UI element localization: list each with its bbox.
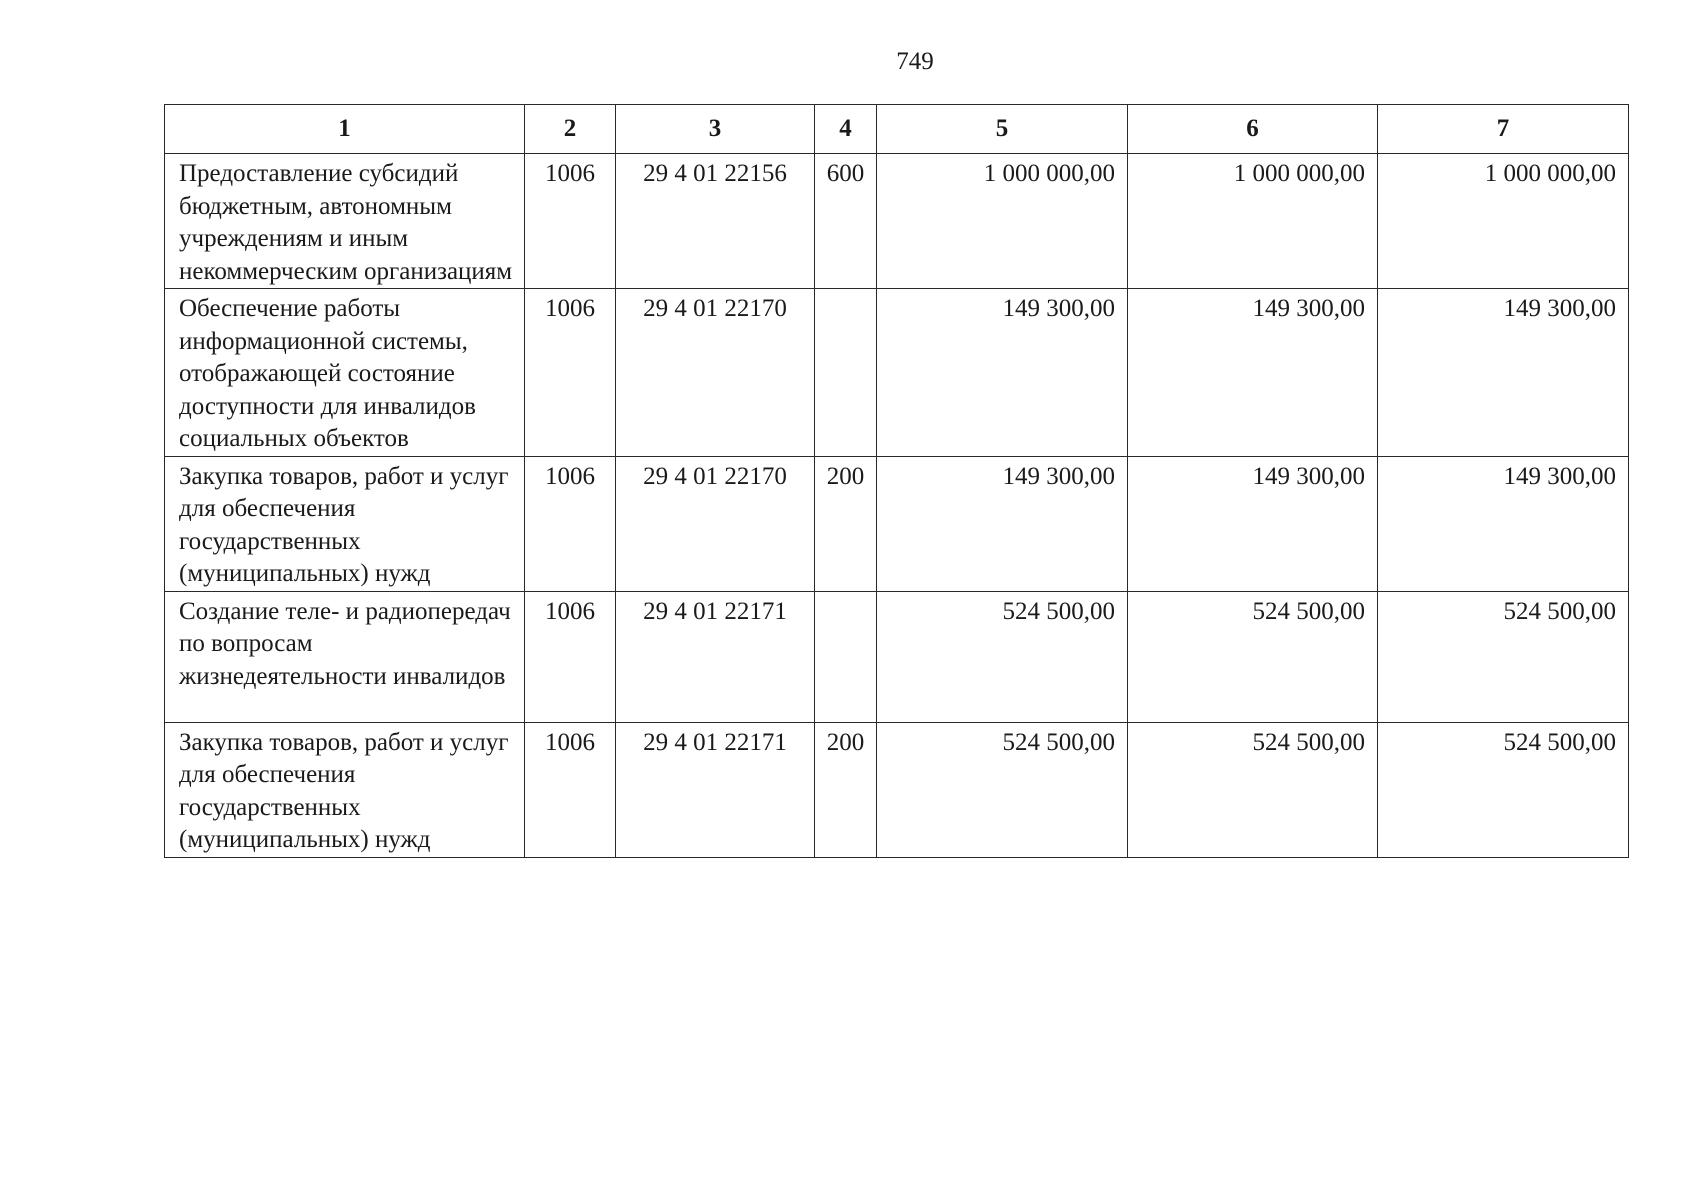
- amount-col7-cell: 149 300,00: [1378, 456, 1629, 591]
- row-name-cell: Обеспечение работы информационной системы, отображающей состояние доступности для инвалидов социальных объектов: [165, 289, 525, 457]
- section-code-cell: 1006: [525, 289, 616, 457]
- section-code-cell: 1006: [525, 154, 616, 289]
- column-header-6: 6: [1128, 105, 1378, 154]
- section-code-cell: 1006: [525, 591, 616, 722]
- column-header-3: 3: [616, 105, 815, 154]
- amount-col5-cell: 149 300,00: [877, 456, 1128, 591]
- section-code-cell: 1006: [525, 456, 616, 591]
- amount-col5-cell: 524 500,00: [877, 591, 1128, 722]
- expense-type-cell: [815, 591, 877, 722]
- table-row: [165, 289, 1629, 457]
- table-header-row: [165, 105, 1629, 154]
- target-code-cell: 29 4 01 22171: [616, 591, 815, 722]
- amount-col6-cell: 524 500,00: [1128, 722, 1378, 857]
- amount-col5-cell: 149 300,00: [877, 289, 1128, 457]
- amount-col7-cell: 149 300,00: [1378, 289, 1629, 457]
- column-header-1: 1: [165, 105, 525, 154]
- table-row: [165, 456, 1629, 591]
- amount-col7-cell: 1 000 000,00: [1378, 154, 1629, 289]
- amount-col6-cell: 149 300,00: [1128, 289, 1378, 457]
- budget-table: [164, 104, 1629, 858]
- table-row: [165, 154, 1629, 289]
- target-code-cell: 29 4 01 22171: [616, 722, 815, 857]
- column-header-2: 2: [525, 105, 616, 154]
- row-name-cell: Создание теле- и радиопередач по вопросам жизнедеятельности инвалидов: [165, 591, 525, 722]
- amount-col7-cell: 524 500,00: [1378, 591, 1629, 722]
- amount-col7-cell: 524 500,00: [1378, 722, 1629, 857]
- target-code-cell: 29 4 01 22170: [616, 289, 815, 457]
- amount-col6-cell: 149 300,00: [1128, 456, 1378, 591]
- expense-type-cell: [815, 289, 877, 457]
- expense-type-cell: 200: [815, 456, 877, 591]
- expense-type-cell: 200: [815, 722, 877, 857]
- table-row: [165, 722, 1629, 857]
- amount-col5-cell: 524 500,00: [877, 722, 1128, 857]
- target-code-cell: 29 4 01 22170: [616, 456, 815, 591]
- amount-col6-cell: 1 000 000,00: [1128, 154, 1378, 289]
- row-name-cell: Предоставление субсидий бюджетным, автономным учреждениям и иным некоммерческим организациям: [165, 154, 525, 289]
- amount-col6-cell: 524 500,00: [1128, 591, 1378, 722]
- table-row: [165, 591, 1629, 722]
- row-name-cell: Закупка товаров, работ и услуг для обеспечения государственных (муниципальных) нужд: [165, 456, 525, 591]
- column-header-4: 4: [815, 105, 877, 154]
- row-name-cell: Закупка товаров, работ и услуг для обеспечения государственных (муниципальных) нужд: [165, 722, 525, 857]
- section-code-cell: 1006: [525, 722, 616, 857]
- column-header-7: 7: [1378, 105, 1629, 154]
- page-number: 749: [896, 48, 934, 75]
- column-header-5: 5: [877, 105, 1128, 154]
- expense-type-cell: 600: [815, 154, 877, 289]
- target-code-cell: 29 4 01 22156: [616, 154, 815, 289]
- amount-col5-cell: 1 000 000,00: [877, 154, 1128, 289]
